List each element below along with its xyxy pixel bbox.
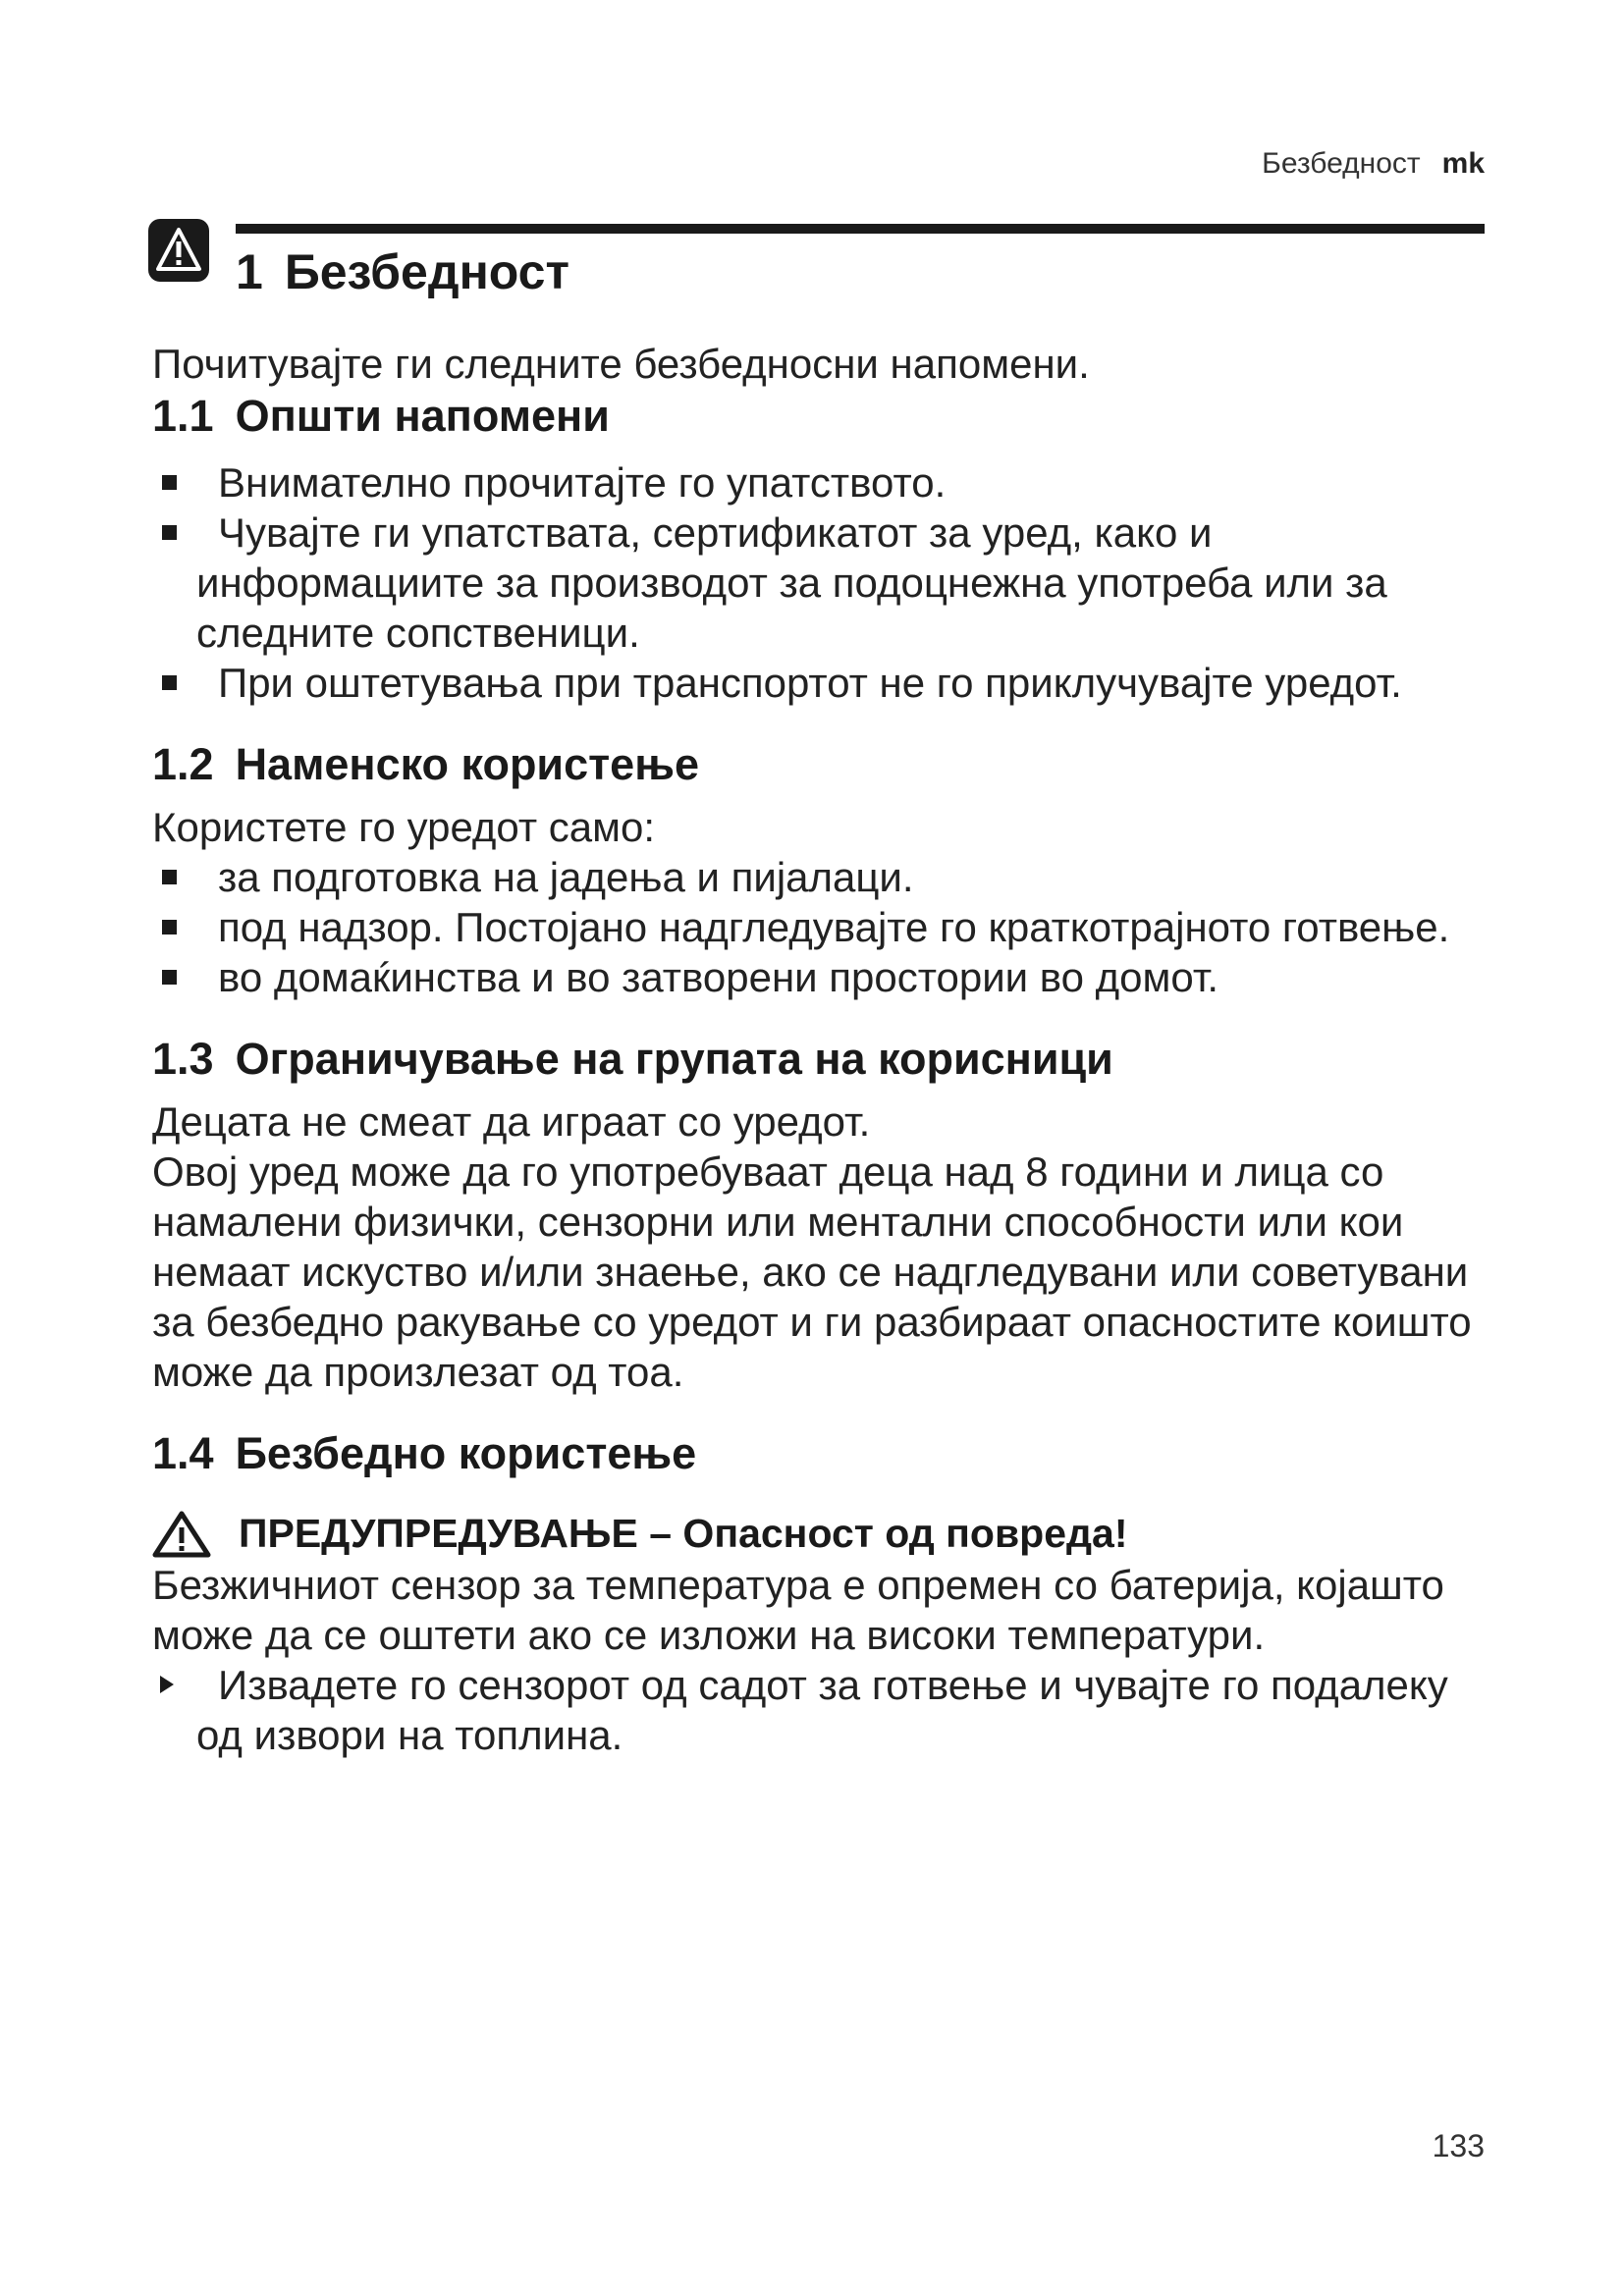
section-safe-use — [152, 1426, 1488, 1760]
chapter-title-text: Безбедност — [284, 244, 569, 299]
chapter-number: 1 — [236, 244, 263, 299]
section-title: Наменско користење — [235, 739, 699, 789]
section-heading — [152, 1032, 1488, 1087]
list-item: Внимателно прочитајте го упатството. — [152, 457, 1488, 507]
chapter-title — [236, 243, 569, 300]
chapter-heading — [147, 218, 1485, 306]
square-bullet-icon — [162, 525, 177, 540]
list-item: во домаќинства и во затворени простории во домот. — [152, 952, 1488, 1002]
warning-heading-text: ПРЕДУПРЕДУВАЊЕ – Опасност од повреда! — [239, 1511, 1128, 1556]
section-heading — [152, 1426, 1488, 1481]
section-heading — [152, 389, 1488, 444]
warning-heading — [152, 1507, 1488, 1560]
section-title: Безбедно користење — [235, 1428, 697, 1478]
language-code: mk — [1441, 147, 1485, 180]
list-item: под надзор. Постојано надгледувајте го краткотрајното готвење. — [152, 902, 1488, 952]
page-number: 133 — [1432, 2128, 1485, 2163]
square-bullet-icon — [162, 970, 177, 985]
main-content — [152, 339, 1488, 1760]
section-title: Ограничување на групата на корисници — [235, 1034, 1113, 1084]
section-title: Општи напомени — [235, 391, 610, 441]
section-number: 1.4 — [152, 1428, 214, 1478]
section-general-notes — [152, 389, 1488, 708]
bullet-list — [152, 457, 1488, 708]
chapter-rule — [236, 224, 1485, 234]
section-number: 1.2 — [152, 739, 214, 789]
intro-paragraph: Почитувајте ги следните безбедносни напомени. — [152, 341, 1090, 387]
running-header-section: Безбедност — [1262, 147, 1421, 180]
bullet-list — [152, 852, 1488, 1002]
list-item: за подготовка на јадења и пијалаци. — [152, 852, 1488, 902]
paragraph: Овој уред може да го употребуваат деца над 8 години и лица со намалени физички, сензорни или ментални способности или кои немаат искуство и/или знаење, ако се надгледувани или советувани за безбедно ракување со уредот и ги разбираат опасностите коишто може да произлезат од тоа. — [152, 1148, 1472, 1395]
action-step: Извадете го сензорот од садот за готвење и чувајте го подалеку од извори на топлина. — [152, 1660, 1488, 1760]
section-lead: Користете го уредот само: — [152, 804, 656, 850]
section-user-restrictions — [152, 1032, 1488, 1397]
list-item: При оштетувања при транспортот не го приклучувајте уредот. — [152, 658, 1488, 708]
section-intended-use — [152, 737, 1488, 1002]
square-bullet-icon — [162, 475, 177, 490]
triangle-bullet-icon — [160, 1676, 174, 1693]
running-header — [1262, 147, 1485, 181]
warning-text: Безжичниот сензор за температура е опремен со батерија, којашто може да се оштети ако се изложи на високи температури. — [152, 1562, 1444, 1658]
list-item: Чувајте ги упатствата, сертификатот за уред, како и информациите за производот за подоцнежна употреба или за следните сопственици. — [152, 507, 1488, 658]
square-bullet-icon — [162, 675, 177, 690]
square-bullet-icon — [162, 870, 177, 884]
section-heading — [152, 737, 1488, 792]
warning-triangle-icon — [152, 1511, 211, 1558]
section-number: 1.3 — [152, 1034, 214, 1084]
section-number: 1.1 — [152, 391, 214, 441]
warning-triangle-icon — [147, 218, 210, 283]
paragraph: Децата не смеат да играат со уредот. — [152, 1098, 871, 1145]
square-bullet-icon — [162, 920, 177, 934]
